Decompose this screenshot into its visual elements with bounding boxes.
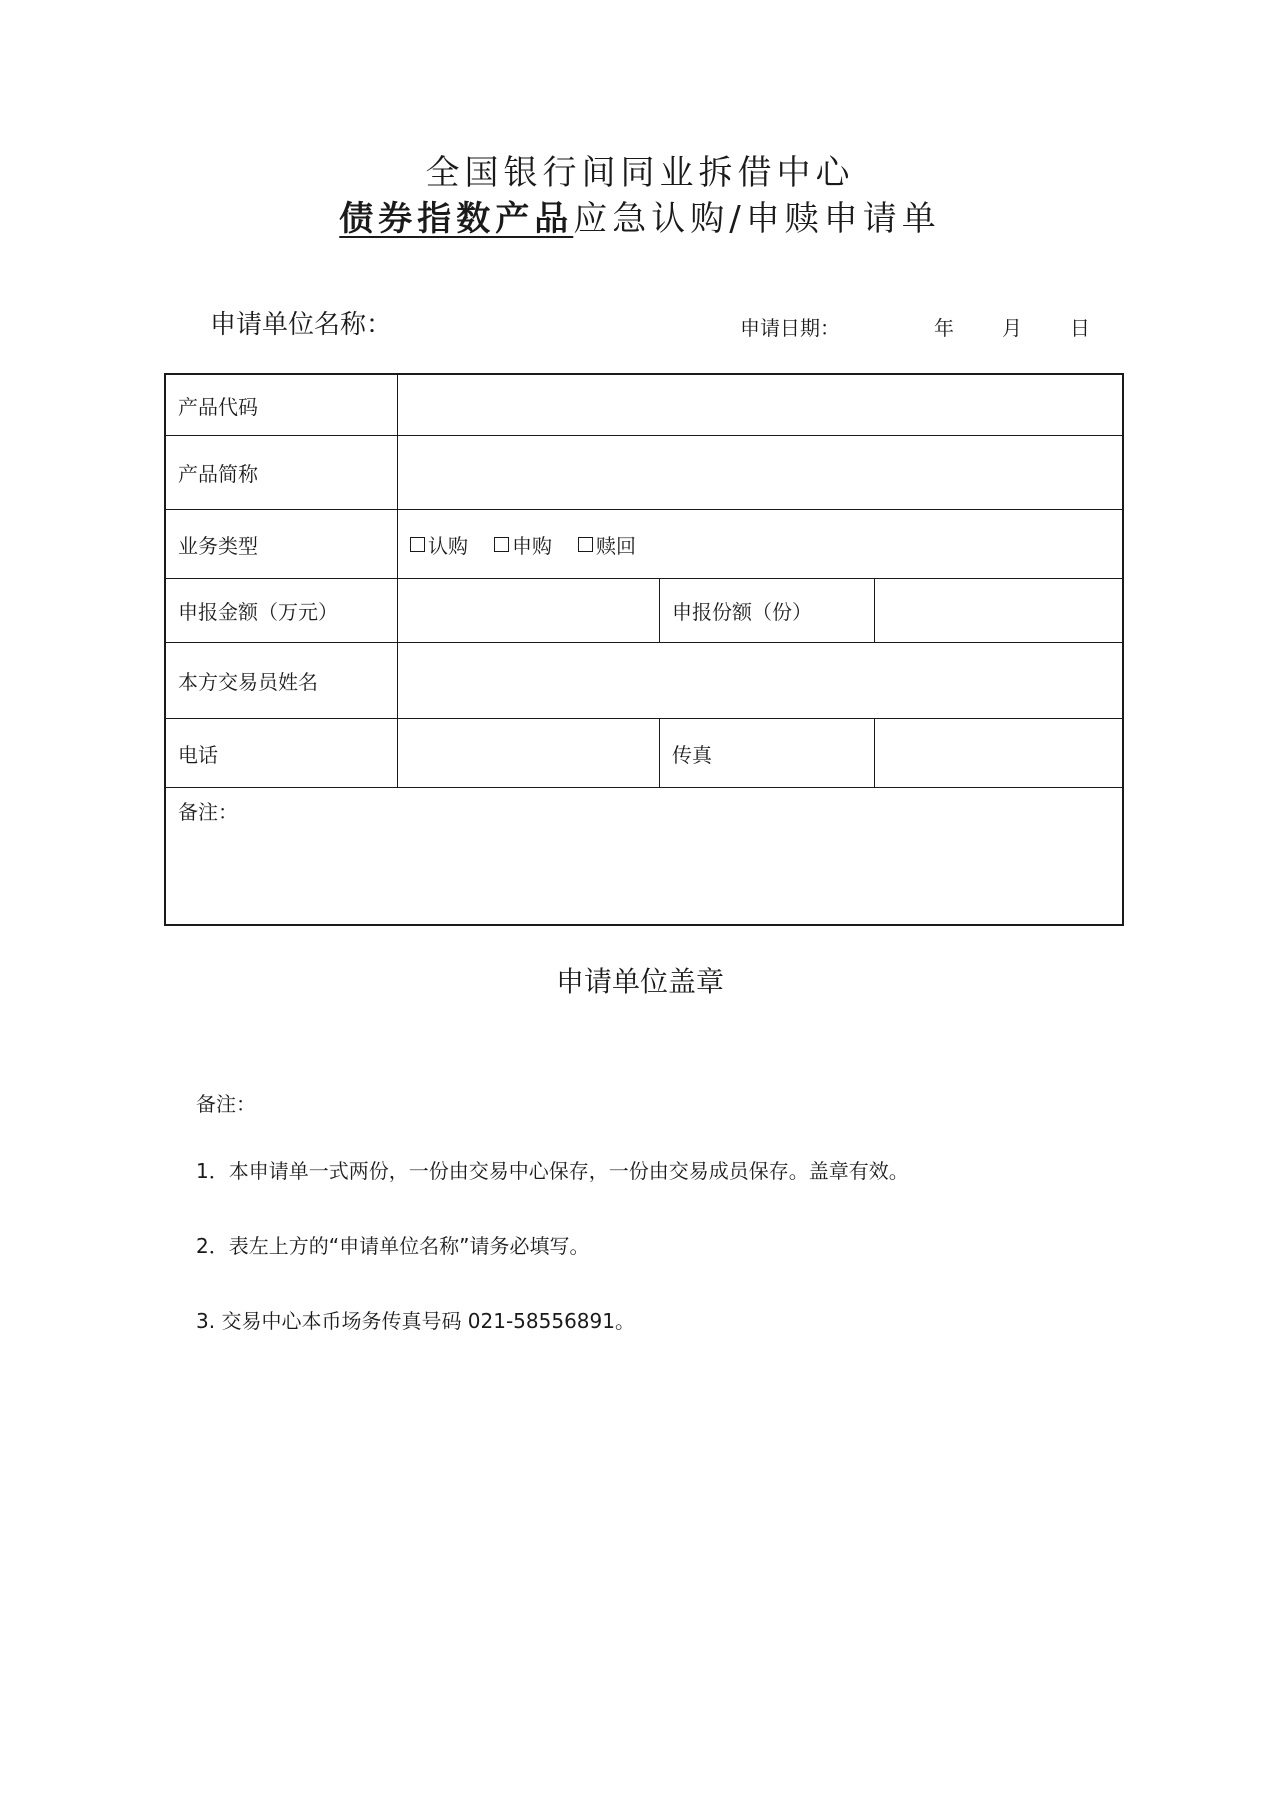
product-name-field[interactable] [398,436,1122,509]
date-month-label: 月 [1002,316,1022,340]
form-title [0,150,1280,242]
checkbox-icon[interactable] [578,537,593,552]
note-item: 3. 交易中心本币场务传真号码 021-58556891。 [196,1309,635,1333]
business-type-options [398,510,1122,578]
business-type-purchase[interactable] [494,530,552,559]
phone-field[interactable] [398,719,660,787]
trader-name-field[interactable] [398,643,1122,718]
amount-label: 申报金额（万元） [166,579,398,642]
notes-title: 备注： [196,1092,256,1116]
fax-field[interactable] [875,719,1122,787]
product-code-field[interactable] [398,375,1122,435]
row-trader-name [166,643,1122,719]
title-product-emphasis: 债券指数产品 [339,199,574,239]
business-type-redeem-label: 赎回 [596,533,636,558]
row-remarks [166,788,1122,924]
remarks-label: 备注： [178,800,238,824]
title-organization: 全国银行间同业拆借中心 [425,153,855,193]
business-type-redeem[interactable] [578,530,636,559]
amount-field[interactable] [398,579,660,642]
business-type-subscribe[interactable] [410,530,468,559]
product-code-label: 产品代码 [166,375,398,435]
business-type-subscribe-label: 认购 [428,533,468,558]
title-form-suffix: 应急认购/申赎申请单 [573,199,941,239]
business-type-label: 业务类型 [166,510,398,578]
row-business-type [166,510,1122,579]
checkbox-icon[interactable] [410,537,425,552]
title-form-name [0,196,1280,242]
notes-section [196,1088,1096,1380]
date-year-label: 年 [934,316,954,340]
note-item: 2．表左上方的“申请单位名称”请务必填写。 [196,1234,590,1258]
business-type-purchase-label: 申购 [512,533,552,558]
date-label: 申请日期： [740,316,840,340]
application-form-table [164,373,1124,926]
row-product-name [166,436,1122,510]
note-item: 1．本申请单一式两份，一份由交易中心保存，一份由交易成员保存。盖章有效。 [196,1159,909,1183]
trader-name-label: 本方交易员姓名 [166,643,398,718]
applicant-stamp-label: 申请单位盖章 [555,965,724,998]
fax-label: 传真 [660,719,875,787]
applicant-name-label: 申请单位名称： [210,310,393,340]
shares-field[interactable] [875,579,1122,642]
row-product-code [166,375,1122,436]
row-contact [166,719,1122,788]
product-name-label: 产品简称 [166,436,398,509]
phone-label: 电话 [166,719,398,787]
remarks-field[interactable] [166,788,1122,924]
row-amount [166,579,1122,643]
checkbox-icon[interactable] [494,537,509,552]
date-day-label: 日 [1070,316,1090,340]
shares-label: 申报份额（份） [660,579,875,642]
